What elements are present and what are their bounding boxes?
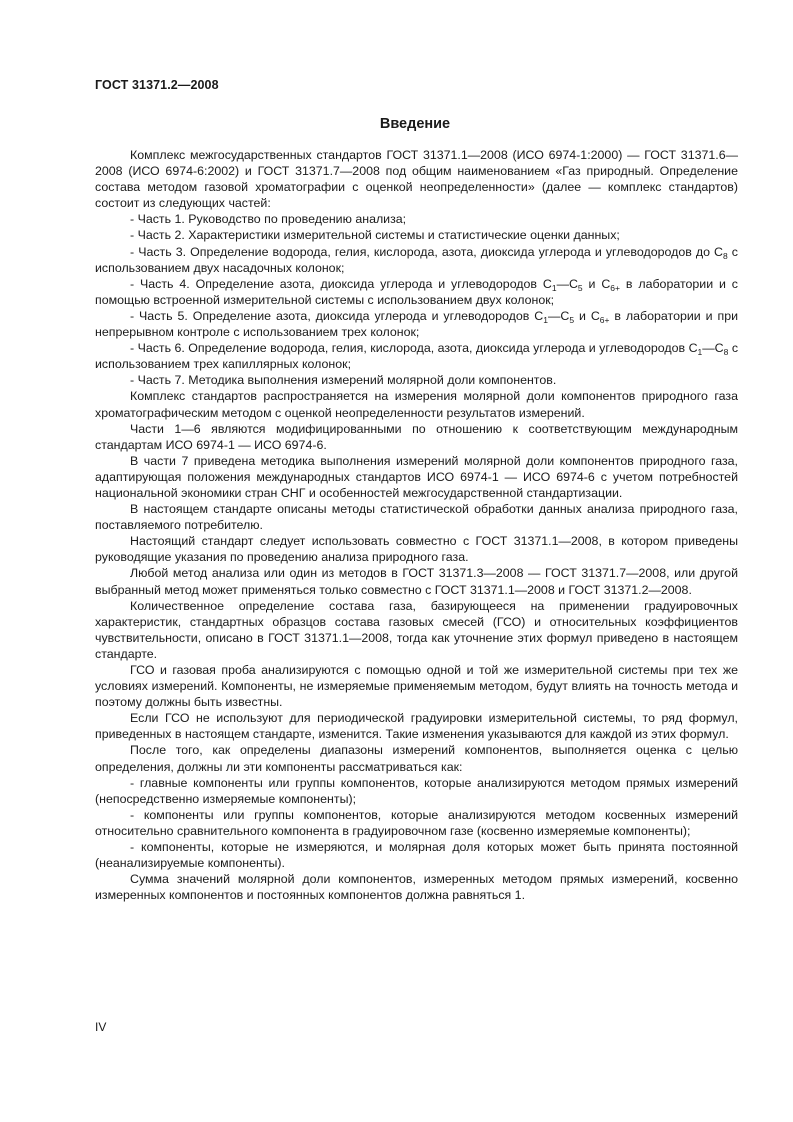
list-item: - компоненты, которые не измеряются, и молярная доля которых может быть принята постоянной (неанализируемые компоненты).	[95, 840, 738, 871]
paragraph: В настоящем стандарте описаны методы статистической обработки данных анализа природного газа, поставляемого потребителю.	[95, 502, 738, 533]
section-title: Введение	[379, 116, 451, 132]
paragraph: Если ГСО не используют для периодической градуировки измерительной системы, то ряд формул, приведенных в настоящем стандарте, изменится. Такие изменения указываются для каждой из этих формул.	[95, 711, 738, 742]
list-item: - Часть 6. Определение водорода, гелия, кислорода, азота, диоксида углерода и углеводородов $C_1—C_8$ с использованием трех капиллярных колонок;	[95, 341, 739, 372]
paragraph: Настоящий стандарт следует использовать совместно с ГОСТ 31371.1—2008, в котором приведены руководящие указания по проведению анализа природного газа.	[95, 534, 738, 565]
paragraph: Количественное определение состава газа, базирующееся на применении градуировочных характеристик, стандартных образцов состава газовых смесей (ГСО) и относительных коэффициентов чувствительности, описано в ГОСТ 31371.1—2008, тогда как уточнение этих формул приведено в настоящем стандарте.	[95, 598, 738, 661]
list-item: - компоненты или группы компонентов, которые анализируются методом косвенных измерений относительно сравнительного компонента в градуировочном газе (косвенно измеряемые компоненты);	[95, 807, 738, 838]
paragraph: После того, как определены диапазоны измерений компонентов, выполняется оценка с целью определения, должны ли эти компоненты рассматриваться как:	[95, 743, 738, 774]
paragraph: Любой метод анализа или один из методов в ГОСТ 31371.3—2008 — ГОСТ 31371.7—2008, или другой выбранный метод может применяться только совместно с ГОСТ 31371.1—2008 и ГОСТ 31371.2—2008.	[95, 566, 738, 597]
paragraph: Сумма значений молярной доли компонентов, измеренных методом прямых измерений, косвенно измеренных компонентов и постоянных компонентов должна равняться 1.	[95, 872, 738, 903]
list-item: - Часть 7. Методика выполнения измерений молярной доли компонентов.	[130, 373, 557, 388]
list-item: - Часть 3. Определение водорода, гелия, кислорода, азота, диоксида углерода и углеводородов до $C_8$ с использованием двух насадочных колонок;	[95, 244, 739, 275]
paragraph: ГСО и газовая проба анализируются с помощью одной и той же измерительной системы при тех же условиях измерений. Компоненты, не измеряемые применяемым методом, будут влиять на точность метода и поэтому должны быть известны.	[95, 663, 738, 710]
page-header: ГОСТ 31371.2—2008	[95, 78, 219, 92]
page-number: IV	[95, 1020, 107, 1034]
list-item: - Часть 2. Характеристики измерительной системы и статистические оценки данных;	[130, 228, 620, 243]
body-text	[95, 147, 738, 903]
list-item: - Часть 4. Определение азота, диоксида углерода и углеводородов $C_1—C_5$ и $C_{6+}$ в лаборатории и с помощью встроенной измерительной системы с использованием двух колонок;	[95, 276, 738, 307]
list-item: - Часть 5. Определение азота, диоксида углерода и углеводородов $C_1—C_5$ и $C_{6+}$ в лаборатории и при непрерывном контроле с использованием трех колонок;	[95, 308, 739, 340]
paragraph: В части 7 приведена методика выполнения измерений молярной доли компонентов природного газа, адаптирующая положения международных стандартов ИСО 6974-1 — ИСО 6974-6 с учетом потребностей национальной экономики стран СНГ и особенностей межгосударственной стандартизации.	[95, 453, 738, 500]
paragraph: Комплекс стандартов распространяется на измерения молярной доли компонентов природного газа хроматографическим методом с оценкой неопределенности результатов измерений.	[95, 389, 738, 420]
paragraph: Части 1—6 являются модифицированными по отношению к соответствующим международным стандартам ИСО 6974-1 — ИСО 6974-6.	[95, 421, 738, 452]
list-item: - Часть 1. Руководство по проведению анализа;	[130, 212, 407, 227]
paragraph: Комплекс межгосударственных стандартов ГОСТ 31371.1—2008 (ИСО 6974-1:2000) — ГОСТ 31371.6—2008 (ИСО 6974-6:2002) и ГОСТ 31371.7—2008 под общим наименованием «Газ природный. Определение состава методом газовой хроматографии с оценкой неопределенности» (далее — комплекс стандартов) состоит из следующих частей:	[95, 148, 738, 211]
list-item: - главные компоненты или группы компонентов, которые анализируются методом прямых измерений (непосредственно измеряемые компоненты);	[95, 775, 738, 806]
